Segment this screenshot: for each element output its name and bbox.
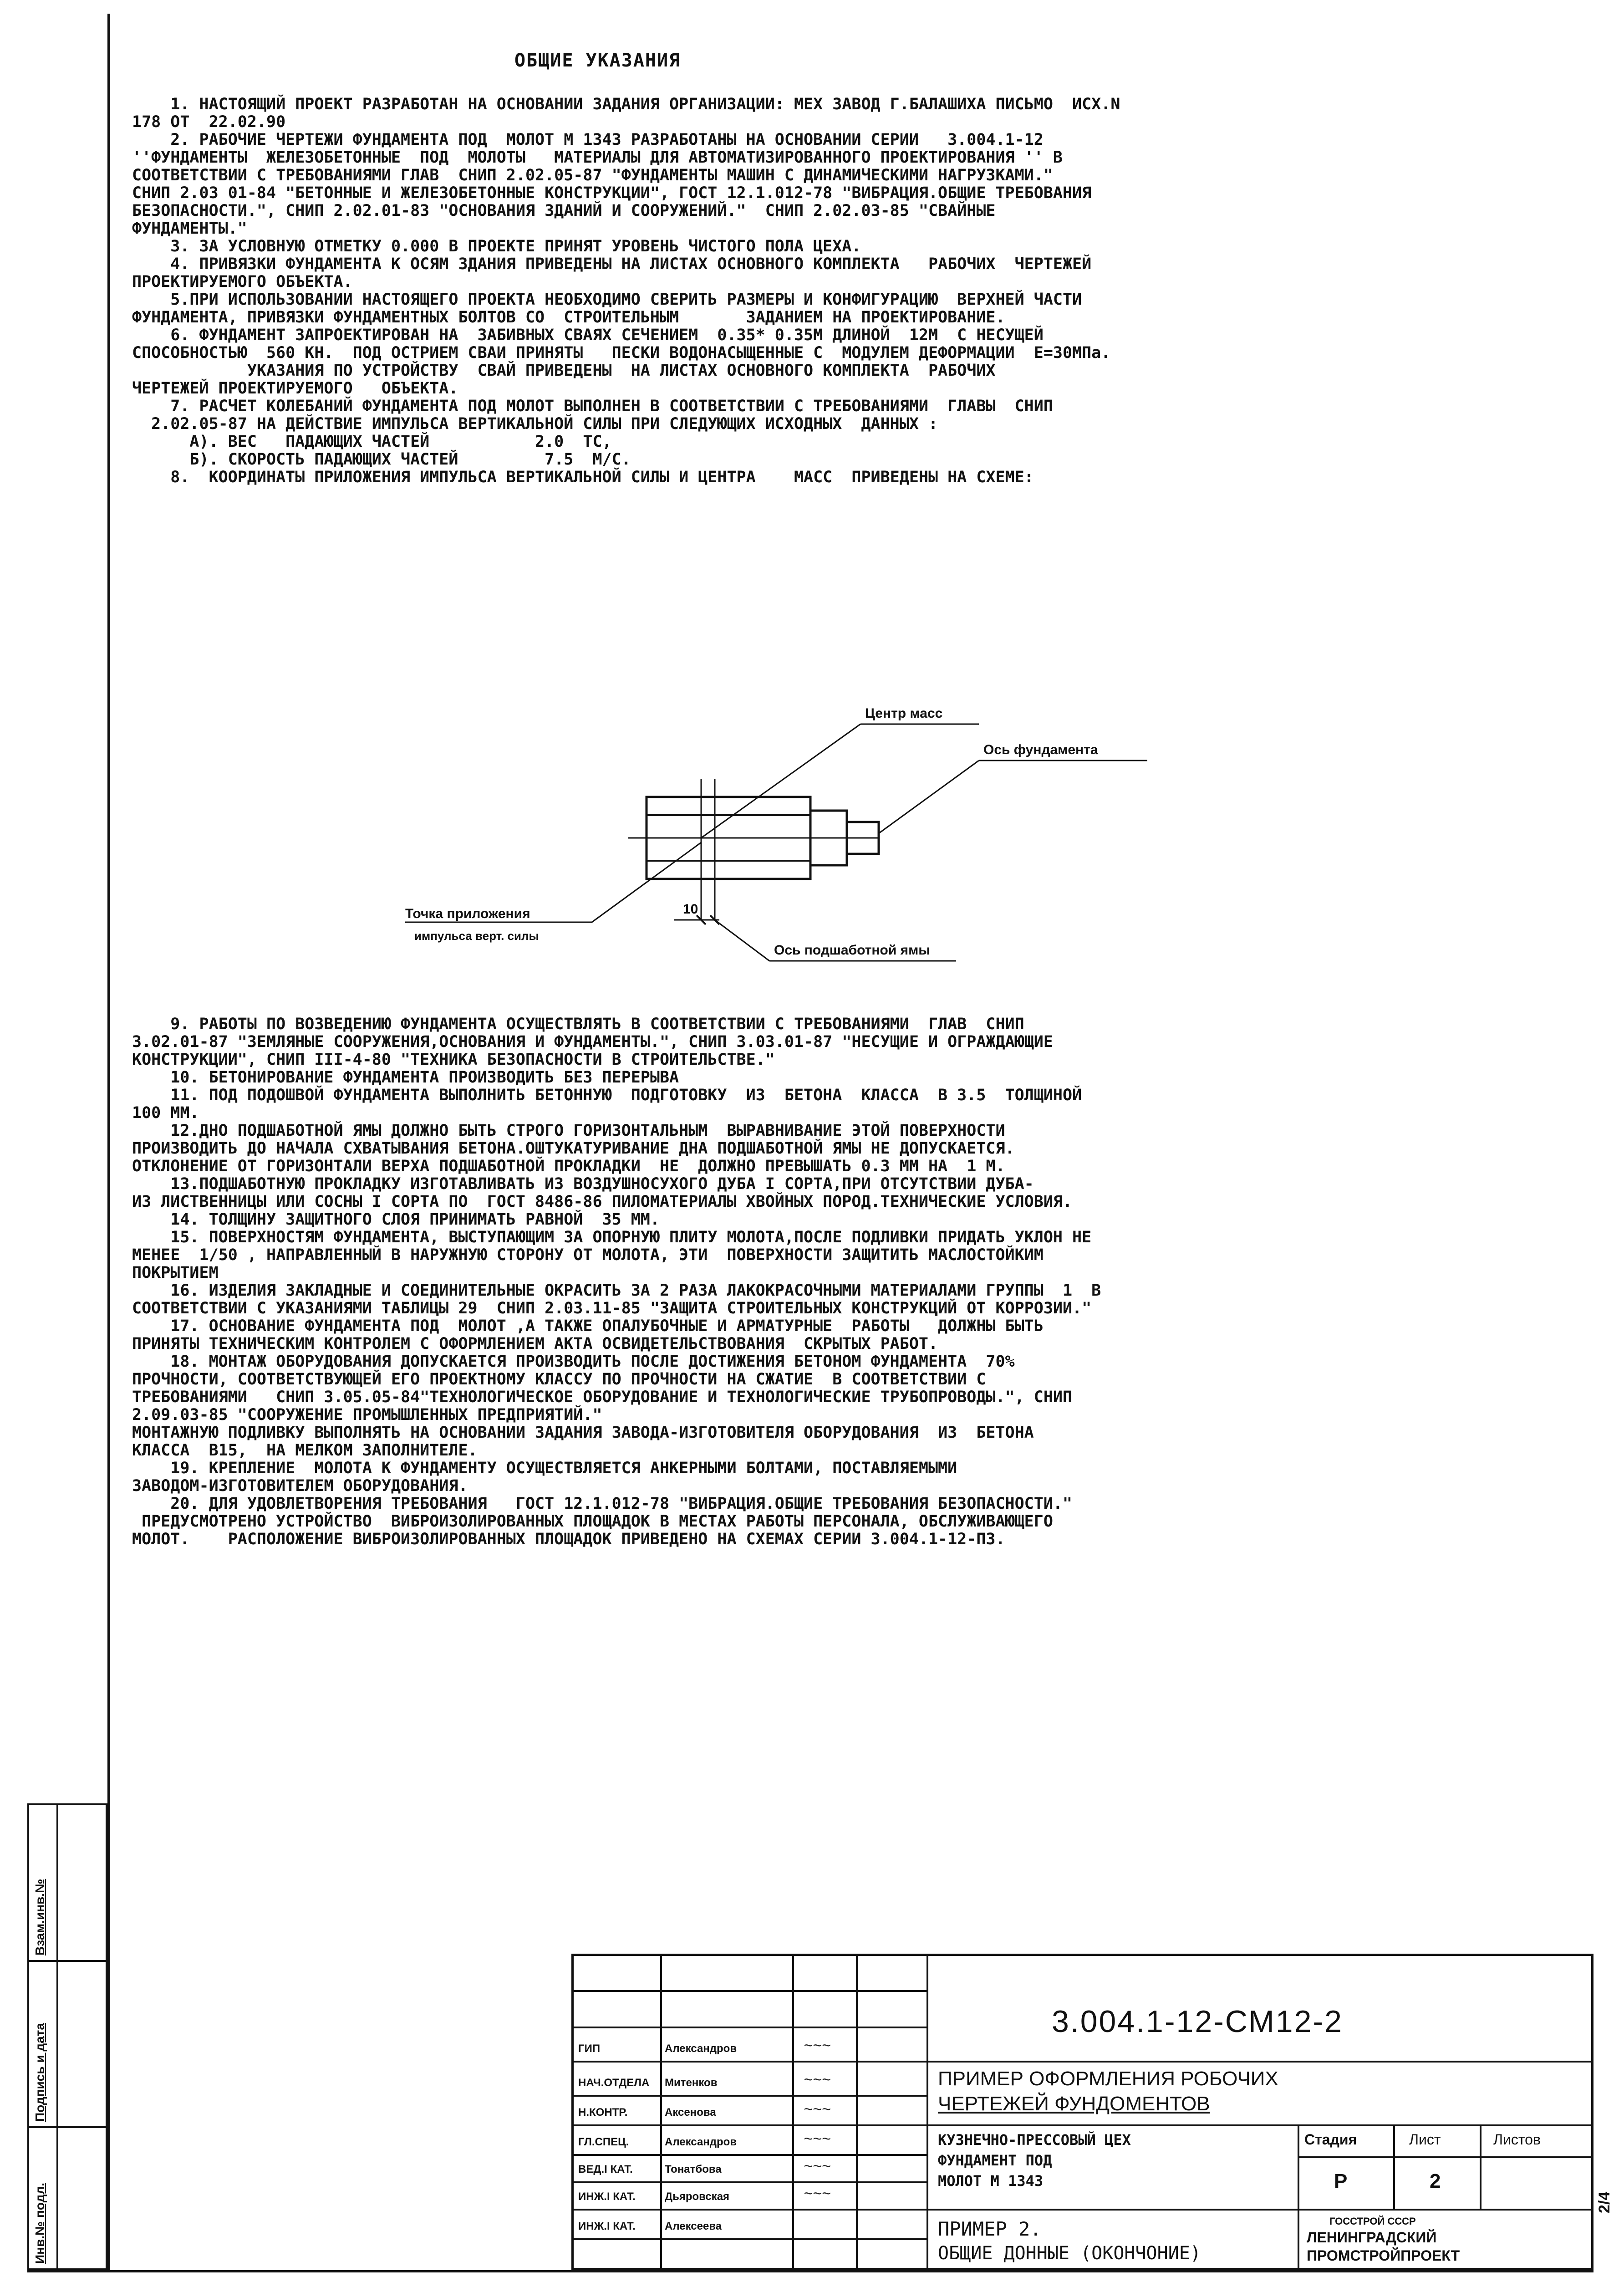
note-line: 13.ПОДШАБОТНУЮ ПРОКЛАДКУ ИЗГОТАВЛИВАТЬ ИЗ ВОЗДУШНОСУХОГО ДУБА I СОРТА,ПРИ ОТСУТСТВИИ ДУБА- xyxy=(132,1175,1034,1193)
signer-role: ИНЖ.I КАТ. xyxy=(578,2190,636,2203)
note-line: ПРОИЗВОДИТЬ ДО НАЧАЛА СХВАТЫВАНИЯ БЕТОНА.ОШТУКАТУРИВАНИЕ ДНА ПОДШАБОТНОЙ ЯМЫ НЕ ДОПУСКАЕТСЯ. xyxy=(132,1139,1015,1158)
signer-name: Митенков xyxy=(665,2077,718,2089)
note-line: 1. НАСТОЯЩИЙ ПРОЕКТ РАЗРАБОТАН НА ОСНОВАНИИ ЗАДАНИЯ ОРГАНИЗАЦИИ: МЕХ ЗАВОД Г.БАЛАШИХА ПИСЬМО ИСХ.N xyxy=(132,95,1120,113)
signer-name: Дьяровская xyxy=(665,2190,730,2203)
foundation-axis-label: Ось фундамента xyxy=(983,742,1098,757)
note-line: СНИП 2.03 01-84 "БЕТОННЫЕ И ЖЕЛЕЗОБЕТОННЫЕ КОНСТРУКЦИИ", ГОСТ 12.1.012-78 "ВИБРАЦИЯ.ОБЩИЕ ТРЕБОВАНИЯ xyxy=(132,184,1092,202)
general-notes-part1 xyxy=(132,96,1580,486)
note-line: БЕЗОПАСНОСТИ.", СНИП 2.02.01-83 "ОСНОВАНИЯ ЗДАНИЙ И СООРУЖЕНИЙ." СНИП 2.02.03-85 "СВАЙНЫЕ xyxy=(132,202,996,220)
note-line: ИЗ ЛИСТВЕННИЦЫ ИЛИ СОСНЫ I СОРТА ПО ГОСТ 8486-86 ПИЛОМАТЕРИАЛЫ ХВОЙНЫХ ПОРОД.ТЕХНИЧЕСКИЕ УСЛОВИЯ. xyxy=(132,1193,1073,1211)
note-line: 7. РАСЧЕТ КОЛЕБАНИЙ ФУНДАМЕНТА ПОД МОЛОТ ВЫПОЛНЕН В СООТВЕТСТВИИ С ТРЕБОВАНИЯМИ ГЛАВЫ СНИП xyxy=(132,397,1053,415)
note-line: МОЛОТ. РАСПОЛОЖЕНИЕ ВИБРОИЗОЛИРОВАННЫХ ПЛОЩАДОК ПРИВЕДЕНО НА СХЕМАХ СЕРИИ 3.004.1-12-П3. xyxy=(132,1530,1005,1548)
signer-role: ГЛ.СПЕЦ. xyxy=(578,2136,629,2148)
note-line: ПРОЧНОСТИ, СООТВЕТСТВУЮЩЕЙ ЕГО ПРОЕКТНОМУ КЛАССУ ПО ПРОЧНОСТИ НА СЖАТИЕ В СООТВЕТСТВИИ С xyxy=(132,1370,986,1389)
note-line: 8. КООРДИНАТЫ ПРИЛОЖЕНИЯ ИМПУЛЬСА ВЕРТИКАЛЬНОЙ СИЛЫ И ЦЕНТРА МАСС ПРИВЕДЕНЫ НА СХЕМЕ: xyxy=(132,468,1034,486)
note-line: УКАЗАНИЯ ПО УСТРОЙСТВУ СВАЙ ПРИВЕДЕНЫ НА ЛИСТАХ ОСНОВНОГО КОМПЛЕКТА РАБОЧИХ xyxy=(132,362,996,380)
signature: ~~~ xyxy=(804,2130,831,2148)
signer-name: Александров xyxy=(665,2042,737,2055)
sheet-title-line2: ОБЩИЕ ДОННЫЕ (ОКОНЧОНИЕ) xyxy=(938,2243,1201,2264)
pit-axis-label: Ось подшаботной ямы xyxy=(774,943,930,958)
signer-role: ИНЖ.I КАТ. xyxy=(578,2220,636,2232)
note-line: ФУНДАМЕНТА, ПРИВЯЗКИ ФУНДАМЕНТНЫХ БОЛТОВ СО СТРОИТЕЛЬНЫМ ЗАДАНИЕМ НА ПРОЕКТИРОВАНИЕ. xyxy=(132,308,1005,327)
org-line3: ПРОМСТРОЙПРОЕКТ xyxy=(1307,2247,1460,2264)
document-title-line1: ПРИМЕР ОФОРМЛЕНИЯ РОБОЧИХ xyxy=(938,2068,1278,2090)
org-line2: ЛЕНИНГРАДСКИЙ xyxy=(1307,2229,1437,2246)
note-line: 16. ИЗДЕЛИЯ ЗАКЛАДНЫЕ И СОЕДИНИТЕЛЬНЫЕ ОКРАСИТЬ ЗА 2 РАЗА ЛАКОКРАСОЧНЫМИ МАТЕРИАЛАМИ ГРУППЫ 1 В xyxy=(132,1281,1101,1300)
signature: ~~~ xyxy=(804,2071,831,2088)
note-line: 19. КРЕПЛЕНИЕ МОЛОТА К ФУНДАМЕНТУ ОСУЩЕСТВЛЯЕТСЯ АНКЕРНЫМИ БОЛТАМИ, ПОСТАВЛЯЕМЫМИ xyxy=(132,1459,957,1477)
object-line2: ФУНДАМЕНТ ПОД xyxy=(938,2152,1052,2169)
document-title-line2: ЧЕРТЕЖЕЙ ФУНДОМЕНТОВ xyxy=(938,2093,1210,2115)
signer-role: НАЧ.ОТДЕЛА xyxy=(578,2077,650,2089)
signer-name: Алексеева xyxy=(665,2220,722,2232)
page-title: ОБЩИЕ УКАЗАНИЯ xyxy=(514,50,681,71)
note-line: КОНСТРУКЦИИ", СНИП III-4-80 "ТЕХНИКА БЕЗОПАСНОСТИ В СТРОИТЕЛЬСТВЕ." xyxy=(132,1051,775,1069)
org-line1: ГОССТРОЙ СССР xyxy=(1329,2216,1416,2227)
note-line: А). ВЕС ПАДАЮЩИХ ЧАСТЕЙ 2.0 ТС, xyxy=(132,433,612,451)
note-line: ЗАВОДОМ-ИЗГОТОВИТЕЛЕМ ОБОРУДОВАНИЯ. xyxy=(132,1477,468,1495)
signer-role: ГИП xyxy=(578,2042,601,2055)
side-cell-vzam xyxy=(29,1805,106,1960)
note-line: 6. ФУНДАМЕНТ ЗАПРОЕКТИРОВАН НА ЗАБИВНЫХ СВАЯХ СЕЧЕНИЕМ 0.35* 0.35М ДЛИНОЙ 12М С НЕСУЩЕЙ xyxy=(132,326,1044,344)
note-line: 5.ПРИ ИСПОЛЬЗОВАНИИ НАСТОЯЩЕГО ПРОЕКТА НЕОБХОДИМО СВЕРИТЬ РАЗМЕРЫ И КОНФИГУРАЦИЮ ВЕРХНЕЙ ЧАСТИ xyxy=(132,291,1082,309)
note-line: 18. МОНТАЖ ОБОРУДОВАНИЯ ДОПУСКАЕТСЯ ПРОИЗВОДИТЬ ПОСЛЕ ДОСТИЖЕНИЯ БЕТОНОМ ФУНДАМЕНТА 70% xyxy=(132,1353,1015,1371)
note-line: 3.02.01-87 "ЗЕМЛЯНЫЕ СООРУЖЕНИЯ,ОСНОВАНИЯ И ФУНДАМЕНТЫ.", СНИП 3.03.01-87 "НЕСУЩИЕ И ОГРАЖДАЮЩИЕ xyxy=(132,1033,1053,1051)
note-line: 2. РАБОЧИЕ ЧЕРТЕЖИ ФУНДАМЕНТА ПОД МОЛОТ М 1343 РАЗРАБОТАНЫ НА ОСНОВАНИИ СЕРИИ 3.004.1-12 xyxy=(132,131,1044,149)
note-line: 14. ТОЛЩИНУ ЗАЩИТНОГО СЛОЯ ПРИНИМАТЬ РАВНОЙ 35 ММ. xyxy=(132,1210,660,1229)
note-line: 100 ММ. xyxy=(132,1104,199,1122)
note-line: Б). СКОРОСТЬ ПАДАЮЩИХ ЧАСТЕЙ 7.5 М/С. xyxy=(132,450,631,469)
note-line: СПОСОБНОСТЬЮ 560 КН. ПОД ОСТРИЕМ СВАИ ПРИНЯТЫ ПЕСКИ ВОДОНАСЫЩЕННЫЕ С МОДУЛЕМ ДЕФОРМАЦИИ Е=30МПа. xyxy=(132,344,1111,362)
signature: ~~~ xyxy=(804,2185,831,2202)
sheet-title-line1: ПРИМЕР 2. xyxy=(938,2218,1042,2240)
application-point-label: Точка приложения xyxy=(405,906,530,921)
note-line: 20. ДЛЯ УДОВЛЕТВОРЕНИЯ ТРЕБОВАНИЯ ГОСТ 12.1.012-78 "ВИБРАЦИЯ.ОБЩИЕ ТРЕБОВАНИЯ БЕЗОПАСНОСТИ." xyxy=(132,1495,1073,1513)
signature: ~~~ xyxy=(804,2158,831,2175)
signer-role: ВЕД.I КАТ. xyxy=(578,2163,633,2175)
signer-name: Тонатбова xyxy=(665,2163,722,2175)
note-line: ФУНДАМЕНТЫ." xyxy=(132,220,247,238)
signature: ~~~ xyxy=(804,2037,831,2054)
note-line: 17. ОСНОВАНИЕ ФУНДАМЕНТА ПОД МОЛОТ ,А ТАКЖЕ ОПАЛУБОЧНЫЕ И АРМАТУРНЫЕ РАБОТЫ ДОЛЖНЫ БЫТЬ xyxy=(132,1317,1044,1335)
note-line: 4. ПРИВЯЗКИ ФУНДАМЕНТА К ОСЯМ ЗДАНИЯ ПРИВЕДЕНЫ НА ЛИСТАХ ОСНОВНОГО КОМПЛЕКТА РАБОЧИХ ЧЕРТЕЖЕЙ xyxy=(132,255,1092,273)
signer-name: Александров xyxy=(665,2136,737,2148)
note-line: 12.ДНО ПОДШАБОТНОЙ ЯМЫ ДОЛЖНО БЫТЬ СТРОГО ГОРИЗОНТАЛЬНЫМ ВЫРАВНИВАНИЕ ЭТОЙ ПОВЕРХНОСТИ xyxy=(132,1122,1005,1140)
sheet-label: Лист xyxy=(1409,2131,1441,2148)
note-line: 3. ЗА УСЛОВНУЮ ОТМЕТКУ 0.000 В ПРОЕКТЕ ПРИНЯТ УРОВЕНЬ ЧИСТОГО ПОЛА ЦЕХА. xyxy=(132,237,861,255)
note-line: ''ФУНДАМЕНТЫ ЖЕЛЕЗОБЕТОННЫЕ ПОД МОЛОТЫ МАТЕРИАЛЫ ДЛЯ АВТОМАТИЗИРОВАННОГО ПРОЕКТИРОВАНИЯ '' В xyxy=(132,148,1063,167)
side-cell-inv xyxy=(29,2126,106,2268)
note-line: ОТКЛОНЕНИЕ ОТ ГОРИЗОНТАЛИ ВЕРХА ПОДШАБОТНОЙ ПРОКЛАДКИ НЕ ДОЛЖНО ПРЕВЫШАТЬ 0.3 ММ НА 1 М. xyxy=(132,1157,1005,1175)
note-line: 2.09.03-85 "СООРУЖЕНИЕ ПРОМЫШЛЕННЫХ ПРЕДПРИЯТИЙ." xyxy=(132,1406,602,1424)
frame-left-border xyxy=(107,14,110,2272)
document-code: 3.004.1-12-СМ12-2 xyxy=(1052,2004,1343,2039)
note-line: КЛАССА В15, НА МЕЛКОМ ЗАПОЛНИТЕЛЕ. xyxy=(132,1441,478,1460)
general-notes-part2 xyxy=(132,1016,1580,1548)
object-line3: МОЛОТ М 1343 xyxy=(938,2172,1044,2190)
note-line: ЧЕРТЕЖЕЙ ПРОЕКТИРУЕМОГО ОБЪЕКТА. xyxy=(132,379,458,398)
note-line: ПРЕДУСМОТРЕНО УСТРОЙСТВО ВИБРОИЗОЛИРОВАННЫХ ПЛОЩАДОК В МЕСТАХ РАБОТЫ ПЕРСОНАЛА, ОБСЛУЖИВАЮЩЕГО xyxy=(132,1512,1053,1531)
note-line: ПРИНЯТЫ ТЕХНИЧЕСКИМ КОНТРОЛЕМ С ОФОРМЛЕНИЕМ АКТА ОСВИДЕТЕЛЬСТВОВАНИЯ СКРЫТЫХ РАБОТ. xyxy=(132,1335,938,1353)
vzam-inv-label: Взам.инв.№ xyxy=(33,1879,47,1955)
stage-label: Стадия xyxy=(1304,2131,1357,2148)
note-line: ТРЕБОВАНИЯМИ СНИП 3.05.05-84"ТЕХНОЛОГИЧЕСКОЕ ОБОРУДОВАНИЕ И ТЕХНОЛОГИЧЕСКИЕ ТРУБОПРОВОДЫ.", СНИП xyxy=(132,1388,1073,1406)
side-stamp xyxy=(27,1803,107,2270)
signature-date-label: Подпись и дата xyxy=(33,2023,47,2122)
note-line: 9. РАБОТЫ ПО ВОЗВЕДЕНИЮ ФУНДАМЕНТА ОСУЩЕСТВЛЯТЬ В СООТВЕТСТВИИ С ТРЕБОВАНИЯМИ ГЛАВ СНИП xyxy=(132,1015,1024,1033)
dimension-label: 10 xyxy=(683,902,698,917)
note-line: ПОКРЫТИЕМ xyxy=(132,1264,219,1282)
note-line: МОНТАЖНУЮ ПОДЛИВКУ ВЫПОЛНЯТЬ НА ОСНОВАНИИ ЗАДАНИЯ ЗАВОДА-ИЗГОТОВИТЕЛЯ ОБОРУДОВАНИЯ ИЗ БЕТОНА xyxy=(132,1424,1034,1442)
center-of-mass-label: Центр масс xyxy=(865,706,943,721)
object-line1: КУЗНЕЧНО-ПРЕССОВЫЙ ЦЕХ xyxy=(938,2131,1131,2149)
application-point-label-2: импульса верт. силы xyxy=(414,929,539,943)
title-block xyxy=(571,1954,1593,2270)
note-line: ПРОЕКТИРУЕМОГО ОБЪЕКТА. xyxy=(132,273,353,291)
note-line: 15. ПОВЕРХНОСТЯМ ФУНДАМЕНТА, ВЫСТУПАЮЩИМ ЗА ОПОРНУЮ ПЛИТУ МОЛОТА,ПОСЛЕ ПОДЛИВКИ ПРИДАТЬ УКЛОН НЕ xyxy=(132,1228,1092,1246)
frame-bottom-border xyxy=(27,2270,1593,2272)
foundation-scheme xyxy=(373,706,1238,979)
corner-mark: 2/4 xyxy=(1596,2191,1613,2213)
note-line: 178 ОТ 22.02.90 xyxy=(132,113,286,131)
note-line: СООТВЕТСТВИИ С УКАЗАНИЯМИ ТАБЛИЦЫ 29 СНИП 2.03.11-85 "ЗАЩИТА СТРОИТЕЛЬНЫХ КОНСТРУКЦИЙ ОТ КОРРОЗИИ." xyxy=(132,1299,1092,1317)
note-line: 10. БЕТОНИРОВАНИЕ ФУНДАМЕНТА ПРОИЗВОДИТЬ БЕЗ ПЕРЕРЫВА xyxy=(132,1068,679,1087)
sheet-value: 2 xyxy=(1430,2170,1441,2192)
note-line: СООТВЕТСТВИИ С ТРЕБОВАНИЯМИ ГЛАВ СНИП 2.02.05-87 "ФУНДАМЕНТЫ МАШИН С ДИНАМИЧЕСКИМИ НАГРУЗКАМИ." xyxy=(132,166,1053,184)
inv-podl-label: Инв.№ подл. xyxy=(33,2182,47,2264)
stage-value: Р xyxy=(1334,2170,1348,2192)
signer-role: Н.КОНТР. xyxy=(578,2106,628,2119)
signature: ~~~ xyxy=(804,2101,831,2118)
side-cell-podpis xyxy=(29,1960,106,2126)
sheets-label: Листов xyxy=(1493,2131,1541,2148)
note-line: 2.02.05-87 НА ДЕЙСТВИЕ ИМПУЛЬСА ВЕРТИКАЛЬНОЙ СИЛЫ ПРИ СЛЕДУЮЩИХ ИСХОДНЫХ ДАННЫХ : xyxy=(132,415,938,433)
note-line: 11. ПОД ПОДОШВОЙ ФУНДАМЕНТА ВЫПОЛНИТЬ БЕТОННУЮ ПОДГОТОВКУ ИЗ БЕТОНА КЛАССА В 3.5 ТОЛЩИНОЙ xyxy=(132,1086,1082,1104)
signer-name: Аксенова xyxy=(665,2106,716,2119)
note-line: МЕНЕЕ 1/50 , НАПРАВЛЕННЫЙ В НАРУЖНУЮ СТОРОНУ ОТ МОЛОТА, ЭТИ ПОВЕРХНОСТИ ЗАЩИТИТЬ МАСЛОСТОЙКИМ xyxy=(132,1246,1044,1264)
